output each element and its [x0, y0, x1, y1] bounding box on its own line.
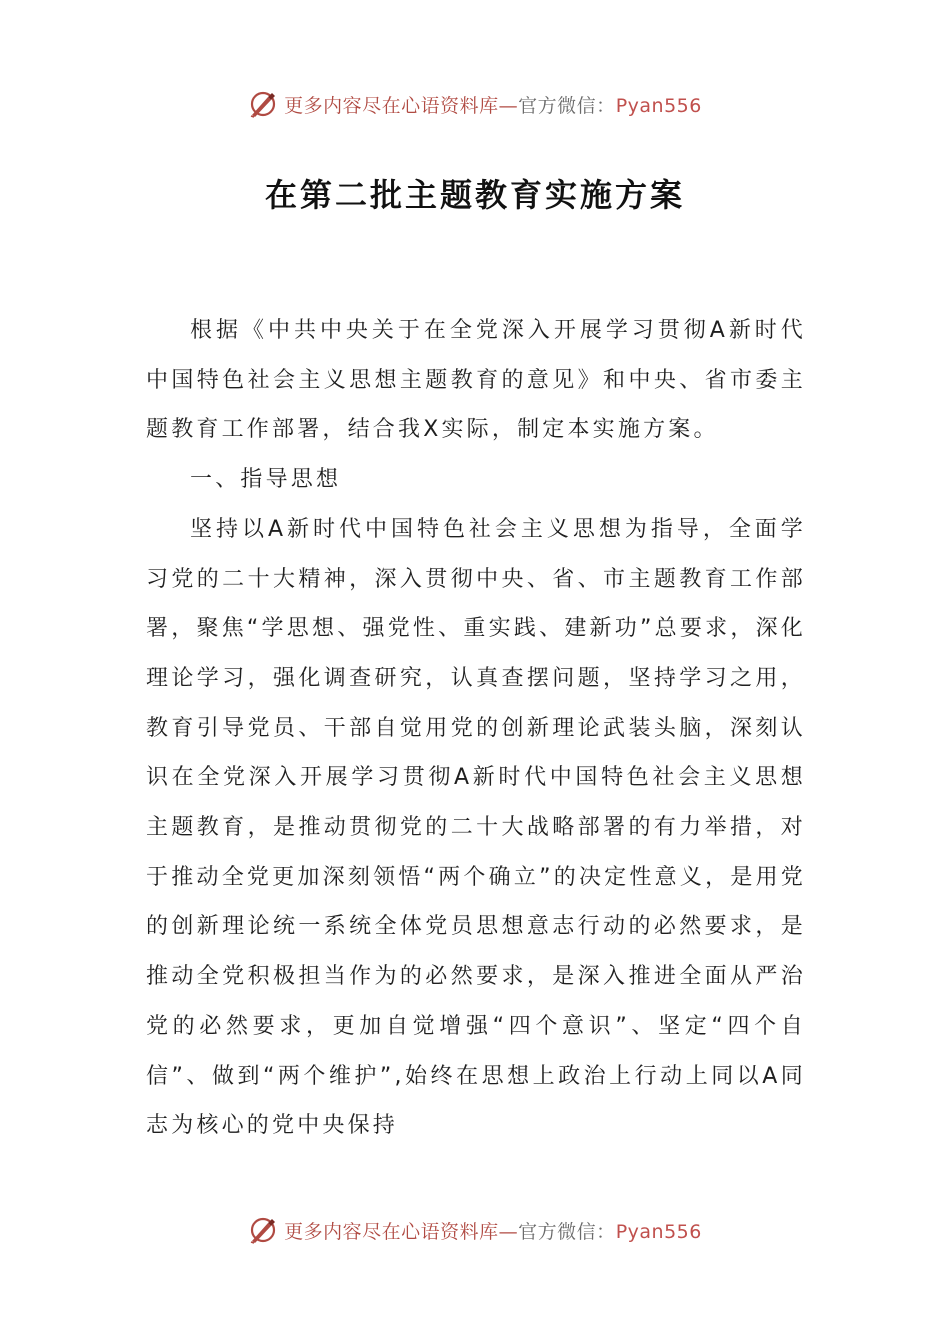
watermark-wechat-id: Pyan556	[615, 1220, 702, 1243]
watermark-text	[284, 91, 702, 118]
watermark-wechat-id: Pyan556	[615, 94, 702, 117]
watermark-slogan: 更多内容尽在心语资料库	[284, 94, 499, 117]
watermark-official-label: 官方微信：	[518, 1220, 616, 1243]
watermark-dash: —	[498, 1220, 519, 1243]
watermark-dash: —	[498, 94, 519, 117]
watermark-text	[284, 1217, 702, 1244]
paragraph-guiding-ideology: 坚持以A新时代中国特色社会主义思想为指导，全面学习党的二十大精神，深入贯彻中央、省、市主题教育工作部署，聚焦“学思想、强党性、重实践、建新功”总要求，深化理论学习，强化调查研究，认真查摆问题，坚持学习之用，教育引导党员、干部自觉用党的创新理论武装头脑，深刻认识在全党深入开展学习贯彻A新时代中国特色社会主义思想主题教育，是推动贯彻党的二十大战略部署的有力举措，对于推动全党更加深刻领悟“两个确立”的决定性意义，是用党的创新理论统一系统全体党员思想意志行动的必然要求，是推动全党积极担当作为的必然要求，是深入推进全面从严治党的必然要求，更加自觉增强“四个意识”、坚定“四个自信”、做到“两个维护”,始终在思想上政治上行动上同以A同志为核心的党中央保持	[146, 516, 806, 1139]
paragraph-intro: 根据《中共中央关于在全党深入开展学习贯彻A新时代中国特色社会主义思想主题教育的意见》和中央、省市委主题教育工作部署，结合我X实际，制定本实施方案。	[146, 318, 806, 443]
footer-watermark	[0, 1210, 950, 1250]
section-heading-guiding-ideology: 一、指导思想	[190, 467, 342, 493]
pen-logo-icon	[248, 89, 278, 119]
document-title: 在第二批主题教育实施方案	[264, 176, 685, 214]
document-body	[146, 306, 806, 1151]
watermark-official-label: 官方微信：	[518, 94, 616, 117]
header-watermark	[0, 84, 950, 124]
watermark-slogan: 更多内容尽在心语资料库	[284, 1220, 499, 1243]
pen-logo-icon	[248, 1215, 278, 1245]
